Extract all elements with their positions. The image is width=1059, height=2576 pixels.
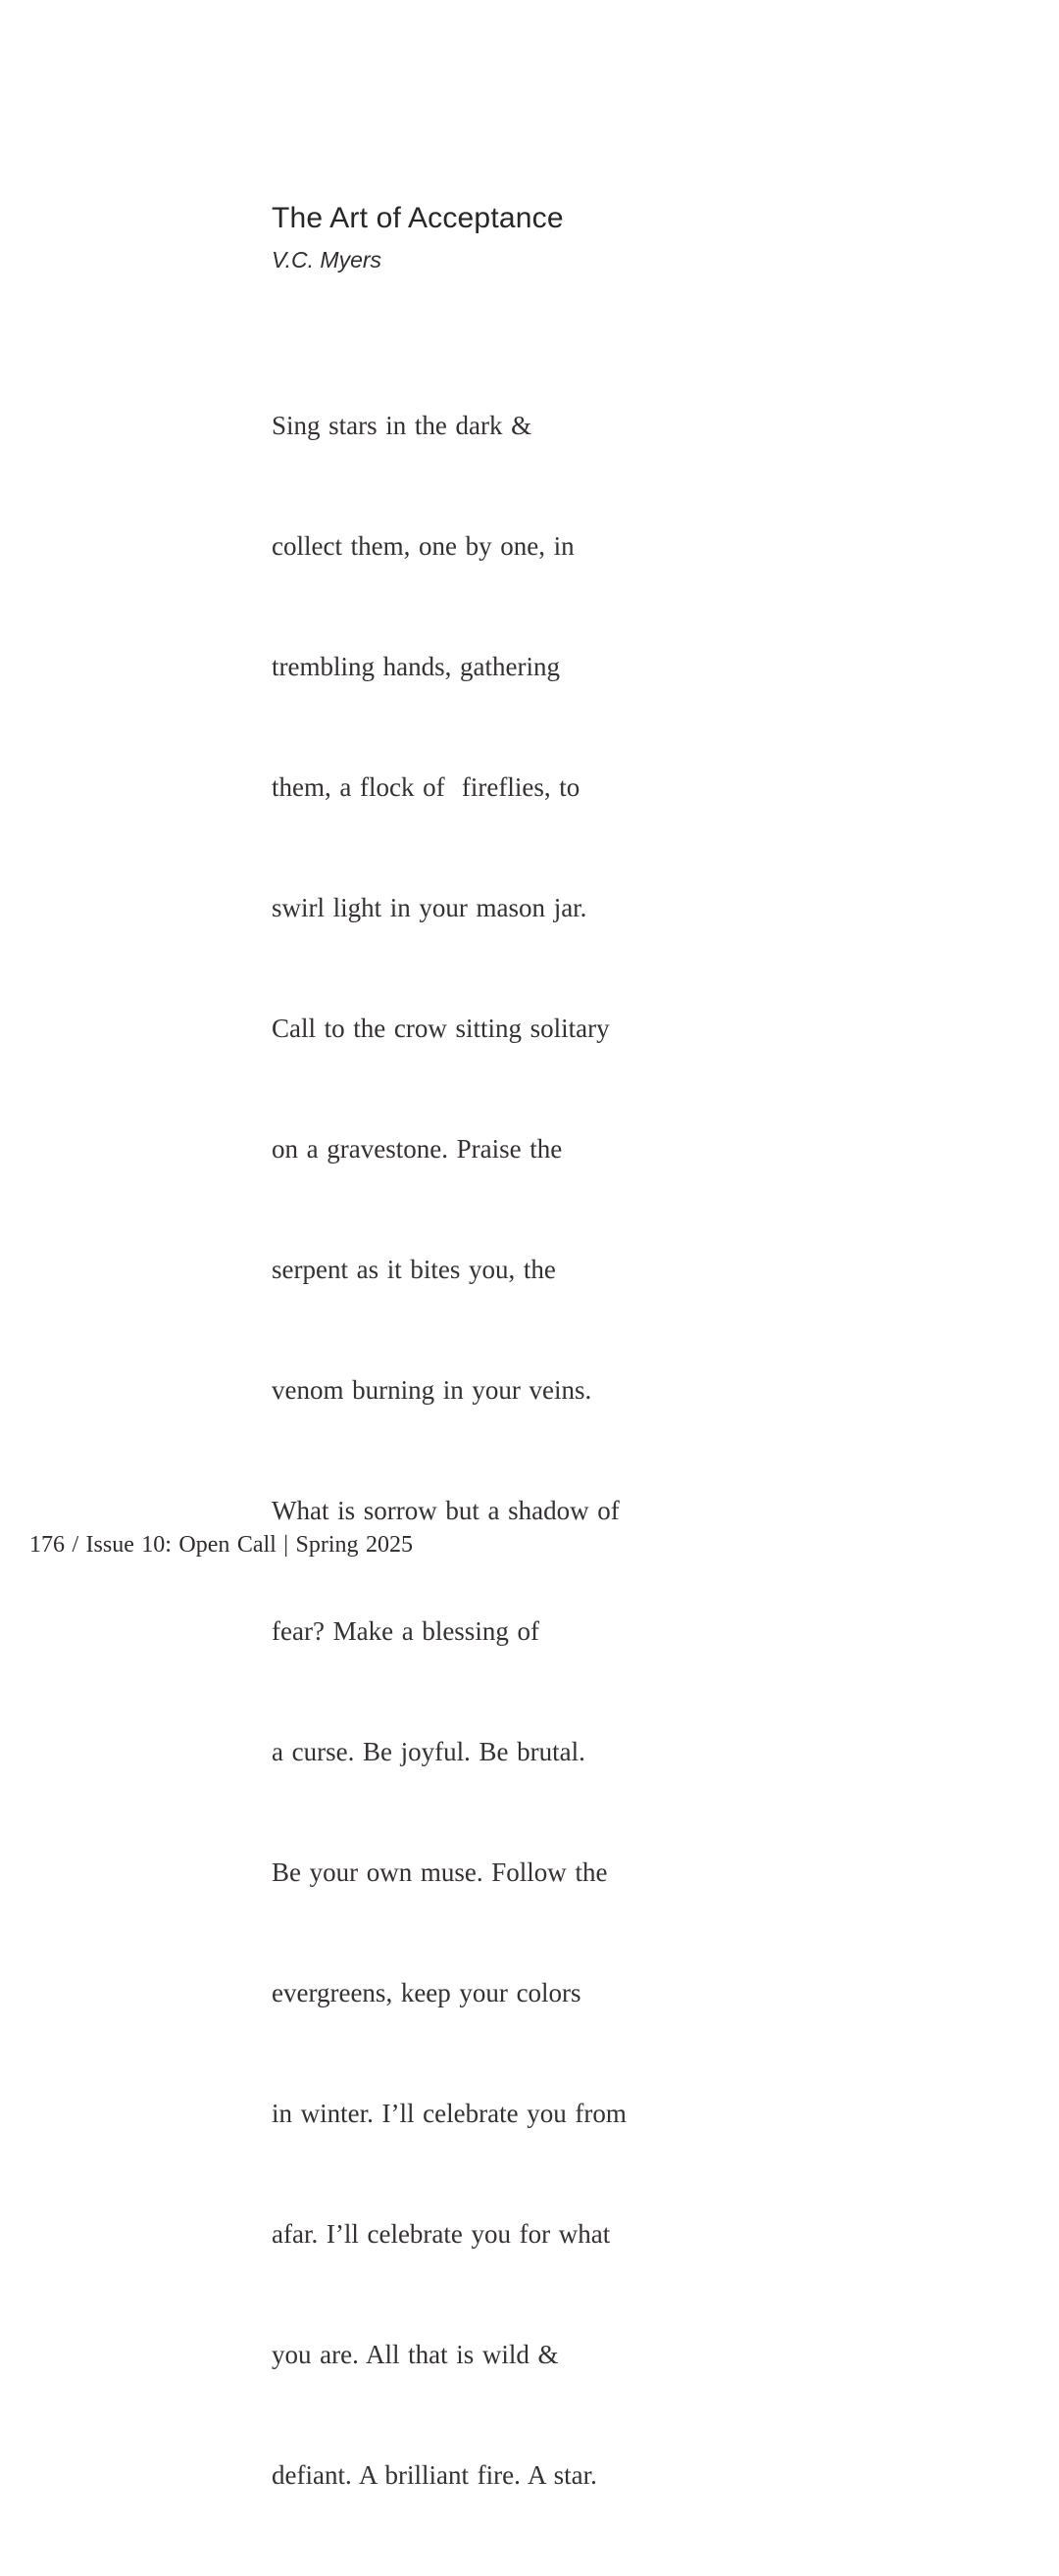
poem-line: fear? Make a blessing of [272,1616,539,1646]
poem-author: V.C. Myers [272,247,382,272]
poem-line: trembling hands, gathering [272,652,560,681]
poem-line: them, a flock of fireflies, to [272,772,580,802]
poem-line: Call to the crow sitting solitary [272,1014,610,1043]
poem-line: serpent as it bites you, the [272,1255,556,1284]
poem-line: venom burning in your veins. [272,1375,592,1405]
poem-line: on a gravestone. Praise the [272,1134,563,1164]
poem-line: swirl light in your mason jar. [272,893,587,922]
poem-body [272,325,821,2576]
poem-block [272,201,821,2576]
poem-line: Be your own muse. Follow the [272,1858,608,1887]
poem-line: Sing stars in the dark & [272,411,532,440]
poem-line: a curse. Be joyful. Be brutal. [272,1737,585,1766]
page-footer: 176 / Issue 10: Open Call | Spring 2025 [29,1532,413,1558]
poem-line: in winter. I’ll celebrate you from [272,2099,627,2128]
poem-line: evergreens, keep your colors [272,1978,581,2007]
poem-line: collect them, one by one, in [272,531,575,561]
poem-title: The Art of Acceptance [272,202,564,234]
poem-line: afar. I’ll celebrate you for what [272,2219,611,2249]
poem-line: What is sorrow but a shadow of [272,1496,620,1525]
poem-line: you are. All that is wild & [272,2340,559,2369]
poem-line: defiant. A brilliant fire. A star. [272,2460,597,2490]
